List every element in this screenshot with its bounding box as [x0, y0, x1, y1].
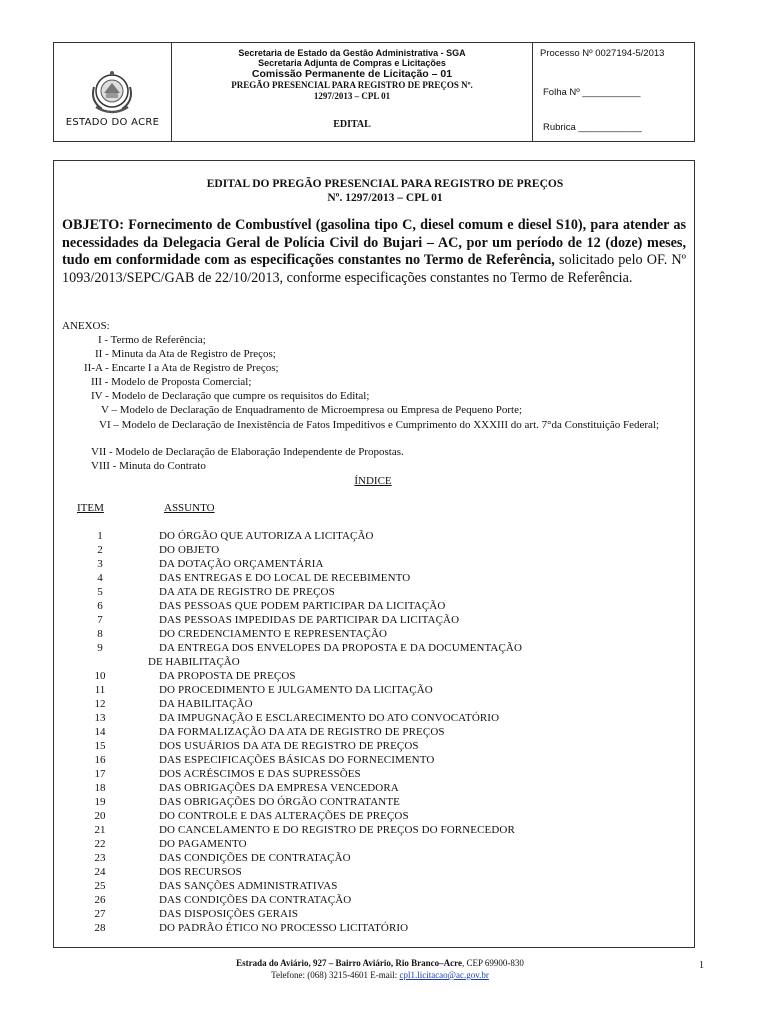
indice-row-number: 26 — [94, 894, 106, 906]
indice-row-number: 10 — [94, 670, 106, 682]
anexo-item: I - Termo de Referência; — [98, 334, 206, 346]
indice-row-subject: DAS PESSOAS QUE PODEM PARTICIPAR DA LICITAÇÃO — [159, 600, 446, 612]
anexo-item: VII - Modelo de Declaração de Elaboração Independente de Propostas. — [91, 446, 404, 458]
indice-row-number: 6 — [97, 600, 103, 612]
indice-row-subject: DA ENTREGA DOS ENVELOPES DA PROPOSTA E DA DOCUMENTAÇÃO — [159, 642, 523, 654]
indice-row-subject: DAS ESPECIFICAÇÕES BÁSICAS DO FORNECIMENTO — [159, 754, 435, 766]
indice-row-number: 14 — [94, 726, 106, 738]
footer-address-bold: Estrada do Aviário, 927 – Bairro Aviário, Rio Branco–Acre — [236, 958, 462, 968]
document-header — [53, 42, 695, 142]
indice-row-number: 2 — [97, 544, 103, 556]
indice-row-subject: DA FORMALIZAÇÃO DA ATA DE REGISTRO DE PREÇOS — [159, 726, 445, 738]
indice-row-number: 27 — [94, 908, 106, 920]
indice-row-number: 24 — [94, 866, 106, 878]
anexo-item: VIII - Minuta do Contrato — [91, 460, 206, 472]
anexo-item: VI – Modelo de Declaração de Inexistência de Fatos Impeditivos e Cumprimento do XXXIII do art. 7°da Constituição Federal; — [99, 419, 660, 431]
indice-row-subject: DO PROCEDIMENTO E JULGAMENTO DA LICITAÇÃO — [159, 684, 433, 696]
anexo-item: II-A - Encarte I a Ata de Registro de Preços; — [84, 362, 279, 374]
document-subtitle: Nº. 1297/2013 – CPL 01 — [327, 192, 443, 204]
indice-row-subject: DOS RECURSOS — [159, 866, 242, 878]
header-process-cell — [533, 43, 694, 141]
folha-field: Folha Nº ___________ — [543, 87, 641, 98]
indice-row-subject: DAS CONDIÇÕES DE CONTRATAÇÃO — [159, 852, 351, 864]
indice-row-subject: DO ÓRGÃO QUE AUTORIZA A LICITAÇÃO — [159, 530, 374, 542]
indice-row-subject: DO CANCELAMENTO E DO REGISTRO DE PREÇOS DO FORNECEDOR — [159, 824, 515, 836]
indice-row-number: 21 — [94, 824, 106, 836]
indice-row-number: 25 — [94, 880, 106, 892]
indice-row-subject: DA DOTAÇÃO ORÇAMENTÁRIA — [159, 558, 324, 570]
processo-number: Processo Nº 0027194-5/2013 — [540, 48, 665, 59]
footer-phone: Telefone: (068) 3215-4601 E-mail: — [271, 970, 400, 980]
indice-row-number: 23 — [94, 852, 106, 864]
secretaria-adjunta-line: Secretaria Adjunta de Compras e Licitações — [258, 58, 446, 68]
indice-row-number: 17 — [94, 768, 106, 780]
indice-row-subject: DAS CONDIÇÕES DA CONTRATAÇÃO — [159, 894, 352, 906]
indice-row-subject: DOS USUÁRIOS DA ATA DE REGISTRO DE PREÇOS — [159, 740, 419, 752]
indice-row-number: 8 — [97, 628, 103, 640]
indice-row-number: 20 — [94, 810, 106, 822]
indice-row-number: 28 — [94, 922, 106, 934]
indice-row-subject: DAS DISPOSIÇÕES GERAIS — [159, 908, 299, 920]
pregao-line-1: PREGÃO PRESENCIAL PARA REGISTRO DE PREÇOS Nº. — [231, 80, 473, 90]
footer-email-link[interactable]: cpl1.licitacao@ac.gov.br — [399, 970, 489, 980]
indice-continuation: DE HABILITAÇÃO — [148, 656, 240, 668]
header-title-cell — [172, 43, 533, 141]
indice-row-subject: DO OBJETO — [159, 544, 220, 556]
footer-contact — [0, 970, 760, 980]
edital-label: EDITAL — [333, 119, 371, 130]
indice-row-subject: DA PROPOSTA DE PREÇOS — [159, 670, 296, 682]
indice-row-subject: DAS OBRIGAÇÕES DO ÓRGÃO CONTRATANTE — [159, 796, 400, 808]
anexo-item: II - Minuta da Ata de Registro de Preços; — [95, 348, 276, 360]
indice-row-subject: DOS ACRÉSCIMOS E DAS SUPRESSÕES — [159, 768, 361, 780]
indice-row-number: 12 — [94, 698, 106, 710]
objeto-bold-text: OBJETO: Fornecimento de Combustível (gasolina tipo C, diesel comum e diesel S10), para atender as necessidades da Delegacia Geral de Polícia Civil do Bujari – AC, por um período de 12 (doze) meses, tudo em conformidade com as especificações constantes no Termo de Referência, — [62, 217, 686, 268]
indice-row-number: 15 — [94, 740, 106, 752]
indice-row-subject: DO PAGAMENTO — [159, 838, 247, 850]
indice-row-number: 1 — [97, 530, 103, 542]
indice-row-subject: DAS OBRIGAÇÕES DA EMPRESA VENCEDORA — [159, 782, 399, 794]
indice-row-number: 16 — [94, 754, 106, 766]
anexo-item: III - Modelo de Proposta Comercial; — [91, 376, 252, 388]
indice-row-subject: DA ATA DE REGISTRO DE PREÇOS — [159, 586, 335, 598]
indice-col-item: ITEM — [77, 502, 104, 514]
anexo-item: IV - Modelo de Declaração que cumpre os requisitos do Edital; — [91, 390, 370, 402]
document-title: EDITAL DO PREGÃO PRESENCIAL PARA REGISTRO DE PREÇOS — [206, 178, 564, 190]
indice-row-number: 18 — [94, 782, 106, 794]
indice-row-number: 7 — [97, 614, 103, 626]
pregao-line-2: 1297/2013 – CPL 01 — [313, 91, 391, 101]
indice-row-number: 11 — [94, 684, 106, 696]
header-logo-cell — [54, 43, 172, 141]
indice-row-subject: DAS ENTREGAS E DO LOCAL DE RECEBIMENTO — [159, 572, 411, 584]
indice-row-subject: DO CREDENCIAMENTO E REPRESENTAÇÃO — [159, 628, 388, 640]
indice-row-number: 13 — [94, 712, 106, 724]
state-label: ESTADO DO ACRE — [65, 117, 160, 128]
indice-row-number: 3 — [97, 558, 103, 570]
indice-row-number: 19 — [94, 796, 106, 808]
objeto-normal-text: solicitado pelo OF. Nº 1093/2013/SEPC/GAB de 22/10/2013, conforme especificações constantes no Termo de Referência. — [62, 252, 687, 286]
indice-row-subject: DA IMPUGNAÇÃO E ESCLARECIMENTO DO ATO CONVOCATÓRIO — [159, 712, 500, 724]
comissao-line: Comissão Permanente de Licitação – 01 — [251, 68, 453, 80]
indice-title: ÍNDICE — [354, 475, 392, 487]
indice-col-assunto: ASSUNTO — [164, 502, 215, 514]
indice-row-subject: DA HABILITAÇÃO — [159, 698, 253, 710]
footer-cep: , CEP 69900-830 — [461, 958, 524, 968]
indice-row-subject: DAS SANÇÕES ADMINISTRATIVAS — [159, 880, 338, 892]
page-number: 1 — [699, 960, 704, 971]
anexo-item: V – Modelo de Declaração de Enquadramento de Microempresa ou Empresa de Pequeno Porte; — [101, 404, 523, 416]
rubrica-field: Rubrica ____________ — [543, 122, 642, 133]
indice-row-number: 22 — [94, 838, 106, 850]
indice-row-number: 5 — [97, 586, 103, 598]
indice-row-subject: DO PADRÃO ÉTICO NO PROCESSO LICITATÓRIO — [159, 922, 409, 934]
secretaria-line: Secretaria de Estado da Gestão Administrativa - SGA — [238, 48, 466, 58]
indice-row-subject: DO CONTROLE E DAS ALTERAÇÕES DE PREÇOS — [159, 810, 409, 822]
indice-row-subject: DAS PESSOAS IMPEDIDAS DE PARTICIPAR DA LICITAÇÃO — [159, 614, 460, 626]
anexos-title: ANEXOS: — [62, 320, 110, 332]
footer-address — [0, 958, 760, 968]
objeto-paragraph — [62, 217, 686, 287]
indice-row-number: 4 — [97, 572, 103, 584]
indice-row-number: 9 — [97, 642, 103, 654]
